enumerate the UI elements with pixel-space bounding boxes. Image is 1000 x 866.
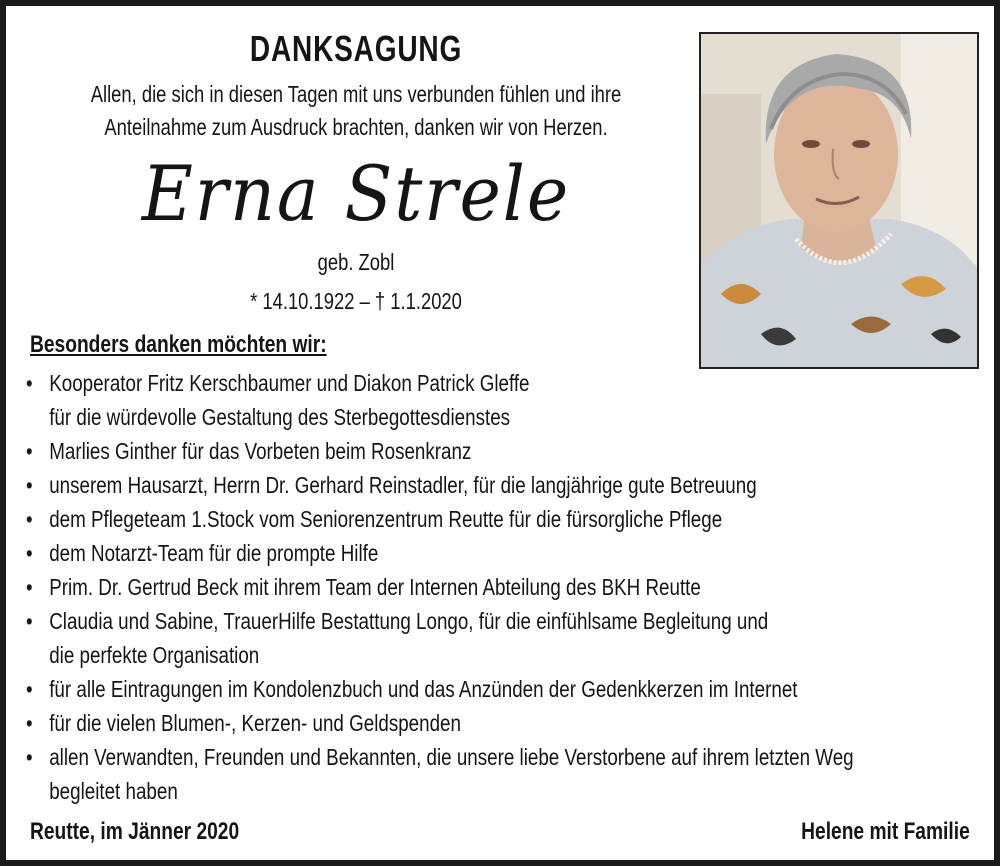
maiden-name: geb. Zobl [317,249,395,275]
intro-line-1: Allen, die sich in diesen Tagen mit uns verbunden fühlen und ihre [90,81,622,107]
thanks-list [26,366,906,808]
list-item [26,604,906,672]
portrait-photo [699,32,979,369]
list-item-text: Prim. Dr. Gertrud Beck mit ihrem Team der Internen Abteilung des BKH Reutte [49,574,701,600]
list-item-text: Kooperator Fritz Kerschbaumer und Diakon Patrick Gleffe [49,370,530,396]
list-item [26,672,906,706]
list-item [26,570,906,604]
life-dates: * 14.10.1922 – † 1.1.2020 [250,288,462,314]
list-item-text-continued: begleitet haben [49,778,178,804]
portrait-illustration [701,34,977,367]
intro-text [76,78,636,144]
place-date: Reutte, im Jänner 2020 [30,818,240,845]
list-item-text: für die vielen Blumen-, Kerzen- und Geldspenden [49,710,461,736]
deceased-name: Erna Strele [141,149,571,238]
list-item [26,468,906,502]
bullet-icon: • [26,370,33,396]
list-item [26,536,906,570]
thanks-heading: Besonders danken möchten wir: [30,331,327,358]
list-item [26,740,906,808]
list-item-text: Claudia und Sabine, TrauerHilfe Bestattung Longo, für die einfühlsame Begleitung und [49,608,769,634]
list-item [26,434,906,468]
bullet-icon: • [26,472,33,498]
card-heading: DANKSAGUNG [249,28,463,69]
bullet-icon: • [26,710,33,736]
list-item [26,366,906,434]
list-item [26,502,906,536]
list-item-text-continued: die perfekte Organisation [49,642,260,668]
list-item [26,706,906,740]
bullet-icon: • [26,676,33,702]
bullet-icon: • [26,540,33,566]
bullet-icon: • [26,574,33,600]
bullet-icon: • [26,438,33,464]
list-item-text: für alle Eintragungen im Kondolenzbuch und das Anzünden der Gedenkkerzen im Internet [49,676,798,702]
bullet-icon: • [26,506,33,532]
list-item-text: Marlies Ginther für das Vorbeten beim Rosenkranz [49,438,472,464]
list-item-text-continued: für die würdevolle Gestaltung des Sterbegottesdienstes [49,404,511,430]
list-item-text: allen Verwandten, Freunden und Bekannten, die unsere liebe Verstorbene auf ihrem letzten Weg [49,744,854,770]
bullet-icon: • [26,608,33,634]
list-item-text: dem Notarzt-Team für die prompte Hilfe [49,540,379,566]
list-item-text: dem Pflegeteam 1.Stock vom Seniorenzentrum Reutte für die fürsorgliche Pflege [49,506,723,532]
bullet-icon: • [26,744,33,770]
signature: Helene mit Familie [801,818,970,845]
list-item-text: unserem Hausarzt, Herrn Dr. Gerhard Reinstadler, für die langjährige gute Betreuung [49,472,757,498]
intro-line-2: Anteilnahme zum Ausdruck brachten, danken wir von Herzen. [104,114,608,140]
